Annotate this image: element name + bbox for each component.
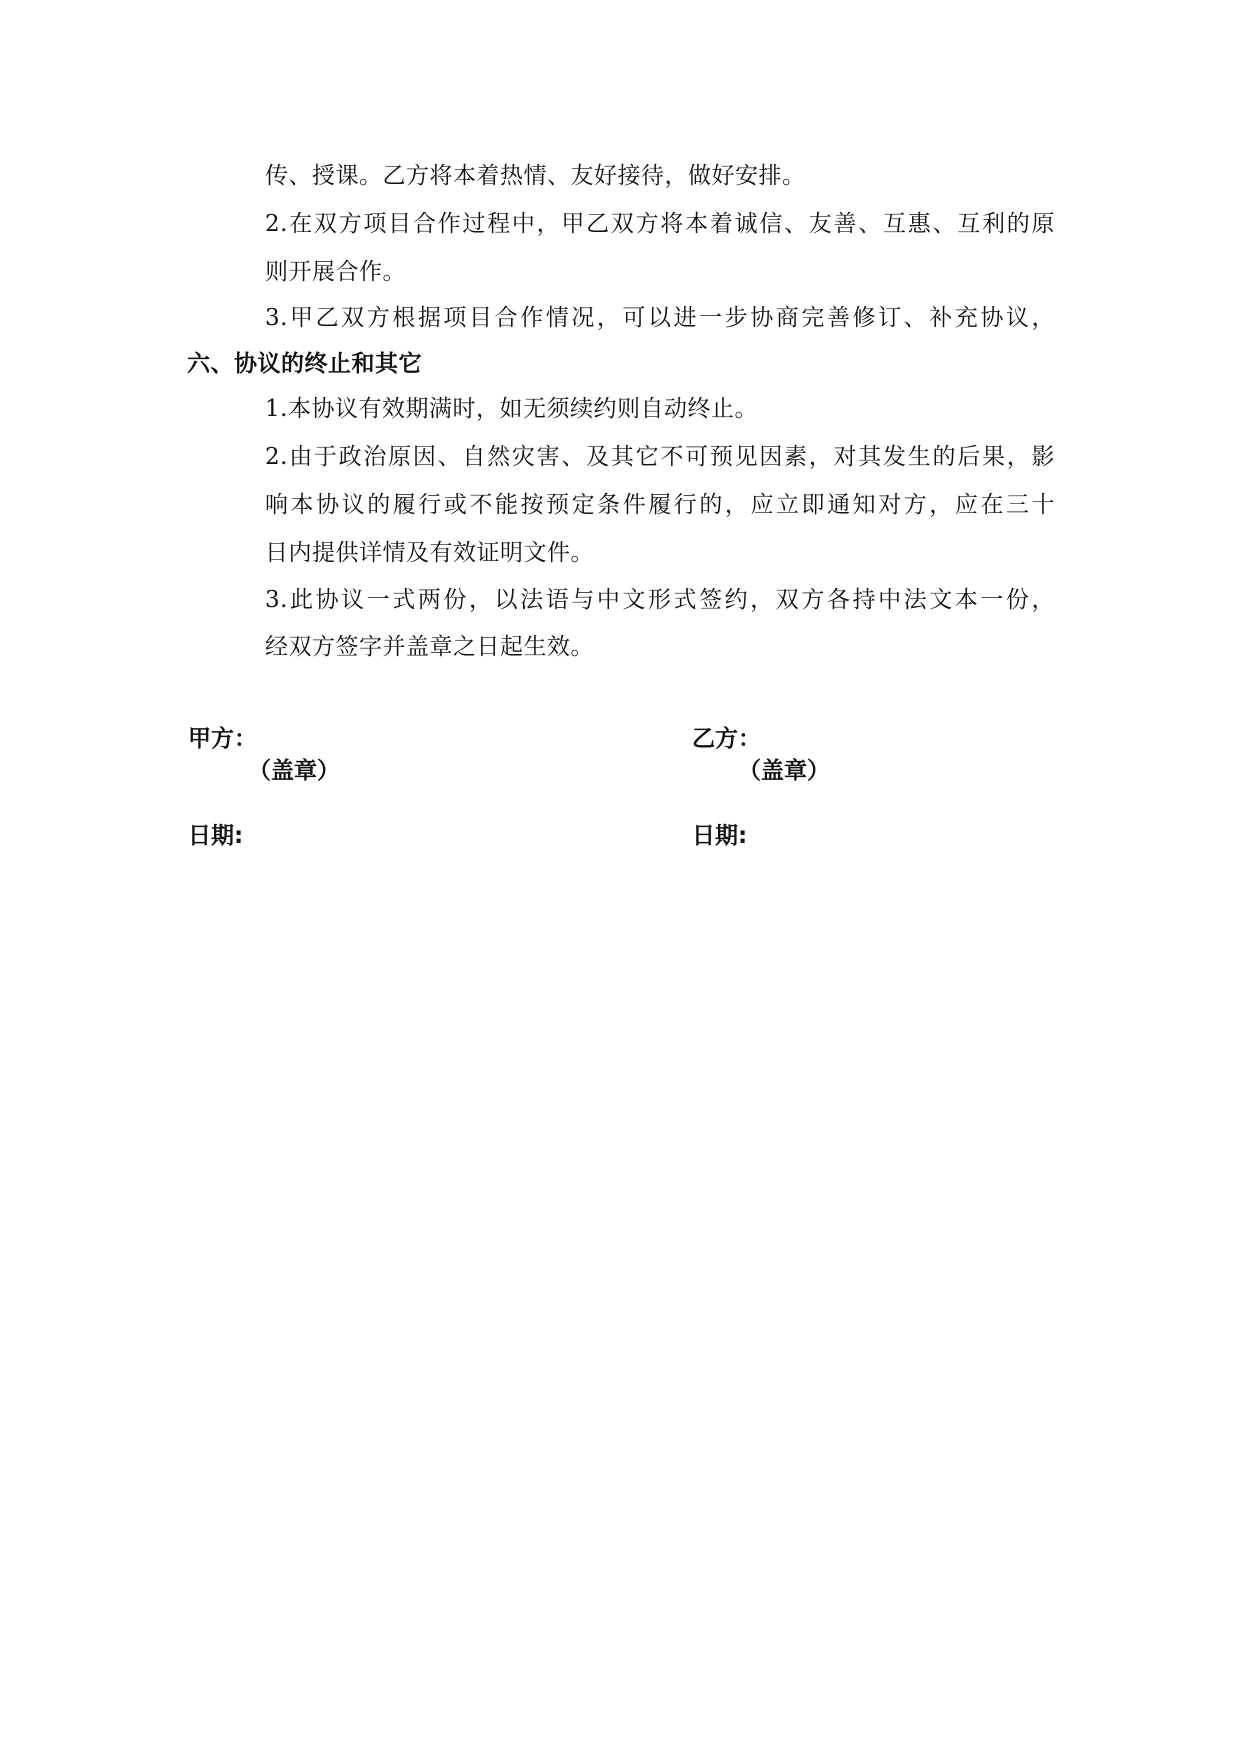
section-heading: 六、协议的终止和其它 <box>187 351 422 377</box>
paragraph-line: 传、授课。乙方将本着热情、友好接待，做好安排。 <box>265 163 806 189</box>
paragraph-line: 3.甲乙双方根据项目合作情况，可以进一步协商完善修订、补充协议， <box>265 305 1055 331</box>
paragraph-line: 经双方签字并盖章之日起生效。 <box>265 634 594 660</box>
paragraph-line: 2.由于政治原因、自然灾害、及其它不可预见因素，对其发生的后果，影 <box>265 444 1055 470</box>
paragraph-line: 3.此协议一式两份，以法语与中文形式签约，双方各持中法文本一份， <box>265 587 1055 613</box>
party-a-date-label: 日期: <box>188 823 244 849</box>
party-b-label: 乙方： <box>692 726 761 752</box>
paragraph-line: 响本协议的履行或不能按预定条件履行的，应立即通知对方，应在三十 <box>265 492 1055 518</box>
party-b-seal: （盖章） <box>738 758 830 784</box>
party-b-date-label: 日期: <box>692 823 748 849</box>
paragraph-line: 则开展合作。 <box>265 259 406 285</box>
paragraph-line: 日内提供详情及有效证明文件。 <box>265 540 594 566</box>
paragraph-line: 1.本协议有效期满时，如无须续约则自动终止。 <box>265 396 758 422</box>
paragraph-line: 2.在双方项目合作过程中，甲乙双方将本着诚信、友善、互惠、互利的原 <box>265 211 1055 237</box>
party-a-seal: （盖章） <box>248 758 340 784</box>
party-a-label: 甲方： <box>188 726 257 752</box>
